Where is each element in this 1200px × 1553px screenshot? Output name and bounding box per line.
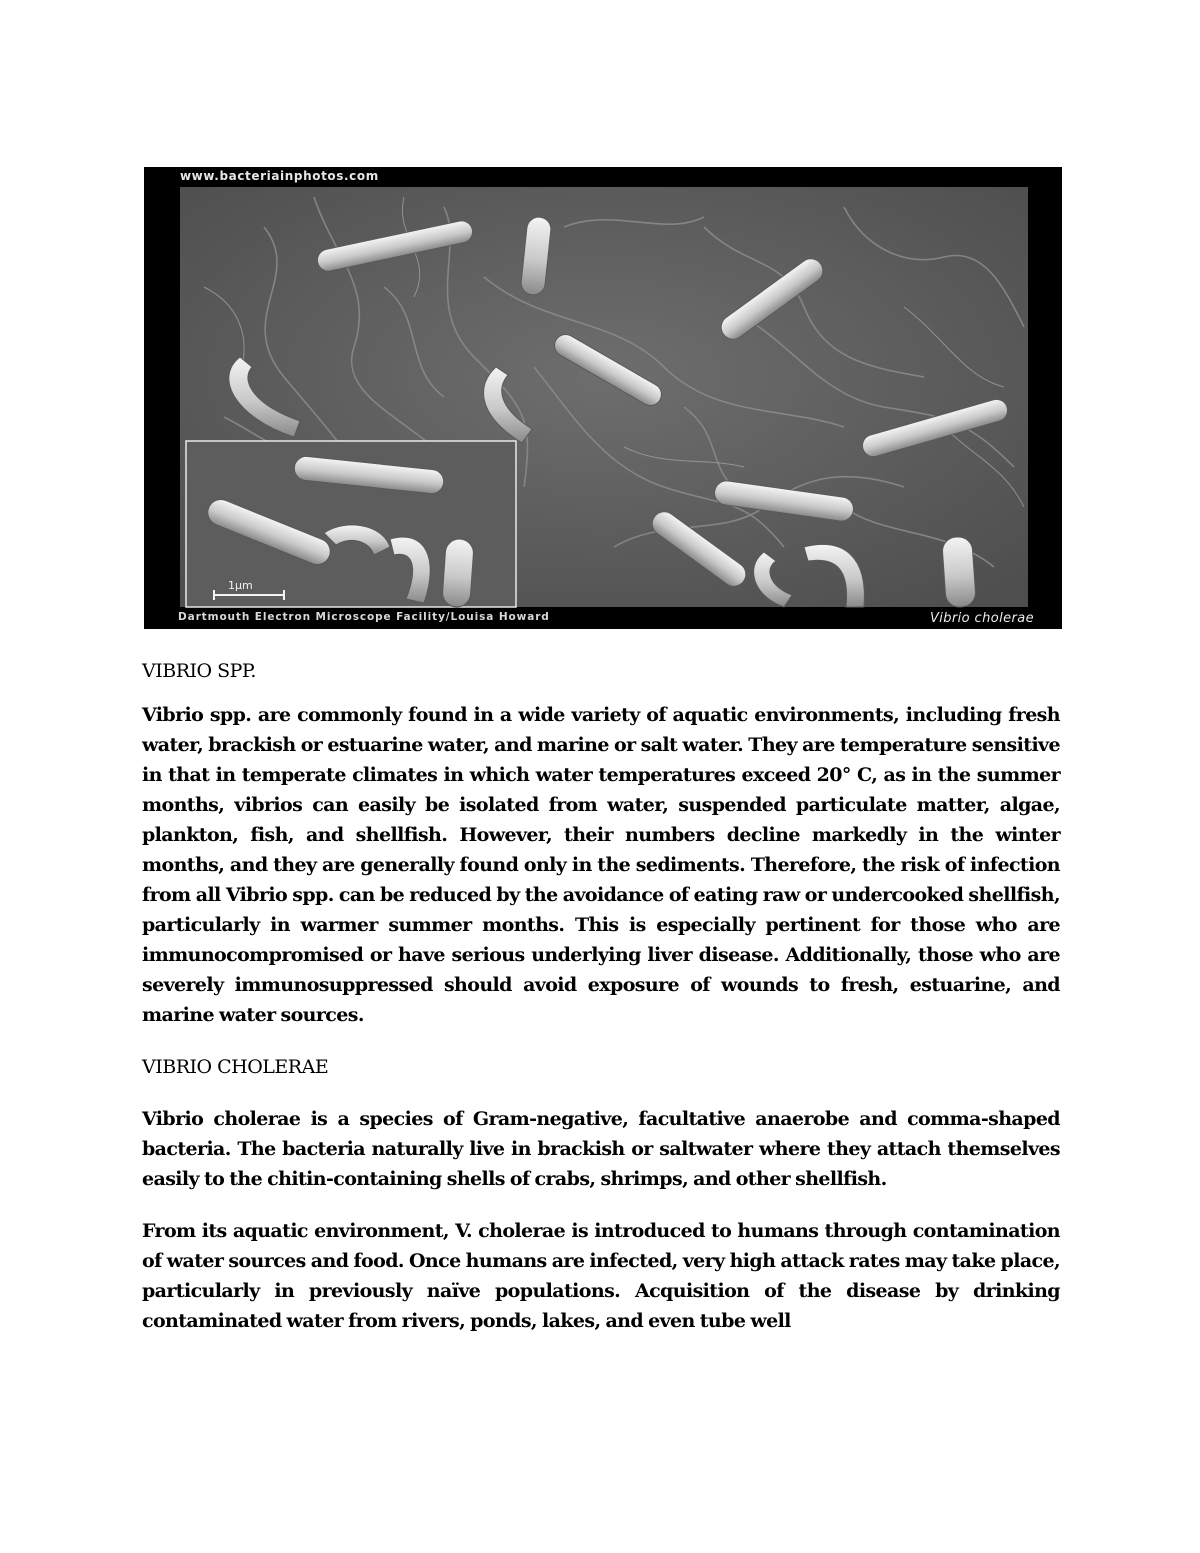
figure-scale-label: 1µm [228,579,253,592]
figure-watermark-url: www.bacteriainphotos.com [180,169,379,183]
figure-credit: Dartmouth Electron Microscope Facility/Louisa Howard [178,611,550,623]
section-heading-vibrio-spp: VIBRIO SPP. [142,660,256,682]
micrograph-figure [144,167,1062,629]
paragraph-cholerae-transmission: From its aquatic environment, V. cholerae is introduced to humans through contamination of water sources and food. Once humans are infected, very high attack rates may take place, particularly in previously naïve populations. Acquisition of the disease by drinking contaminated water from rivers, ponds, lakes, and even tube well [142,1220,1060,1332]
document-body [142,656,1060,1336]
section-heading-vibrio-cholerae: VIBRIO CHOLERAE [142,1056,329,1078]
micrograph-image [144,167,1062,629]
paragraph-cholerae-description: Vibrio cholerae is a species of Gram-negative, facultative anaerobe and comma-shaped bacteria. The bacteria naturally live in brackish or saltwater where they attach themselves easily to the chitin-containing shells of crabs, shrimps, and other shellfish. [142,1108,1060,1190]
paragraph-vibrio-spp: Vibrio spp. are commonly found in a wide variety of aquatic environments, including fresh water, brackish or estuarine water, and marine or salt water. They are temperature sensitive in that in temperate climates in which water temperatures exceed 20° C, as in the summer months, vibrios can easily be isolated from water, suspended particulate matter, algae, plankton, fish, and shellfish. However, their numbers decline markedly in the winter months, and they are generally found only in the sediments. Therefore, the risk of infection from all Vibrio spp. can be reduced by the avoidance of eating raw or undercooked shellfish, particularly in warmer summer months. This is especially pertinent for those who are immunocompromised or have serious underlying liver disease. Additionally, those who are severely immunosuppressed should avoid exposure of wounds to fresh, estuarine, and marine water sources. [142,704,1060,1026]
figure-species-label: Vibrio cholerae [929,611,1034,626]
